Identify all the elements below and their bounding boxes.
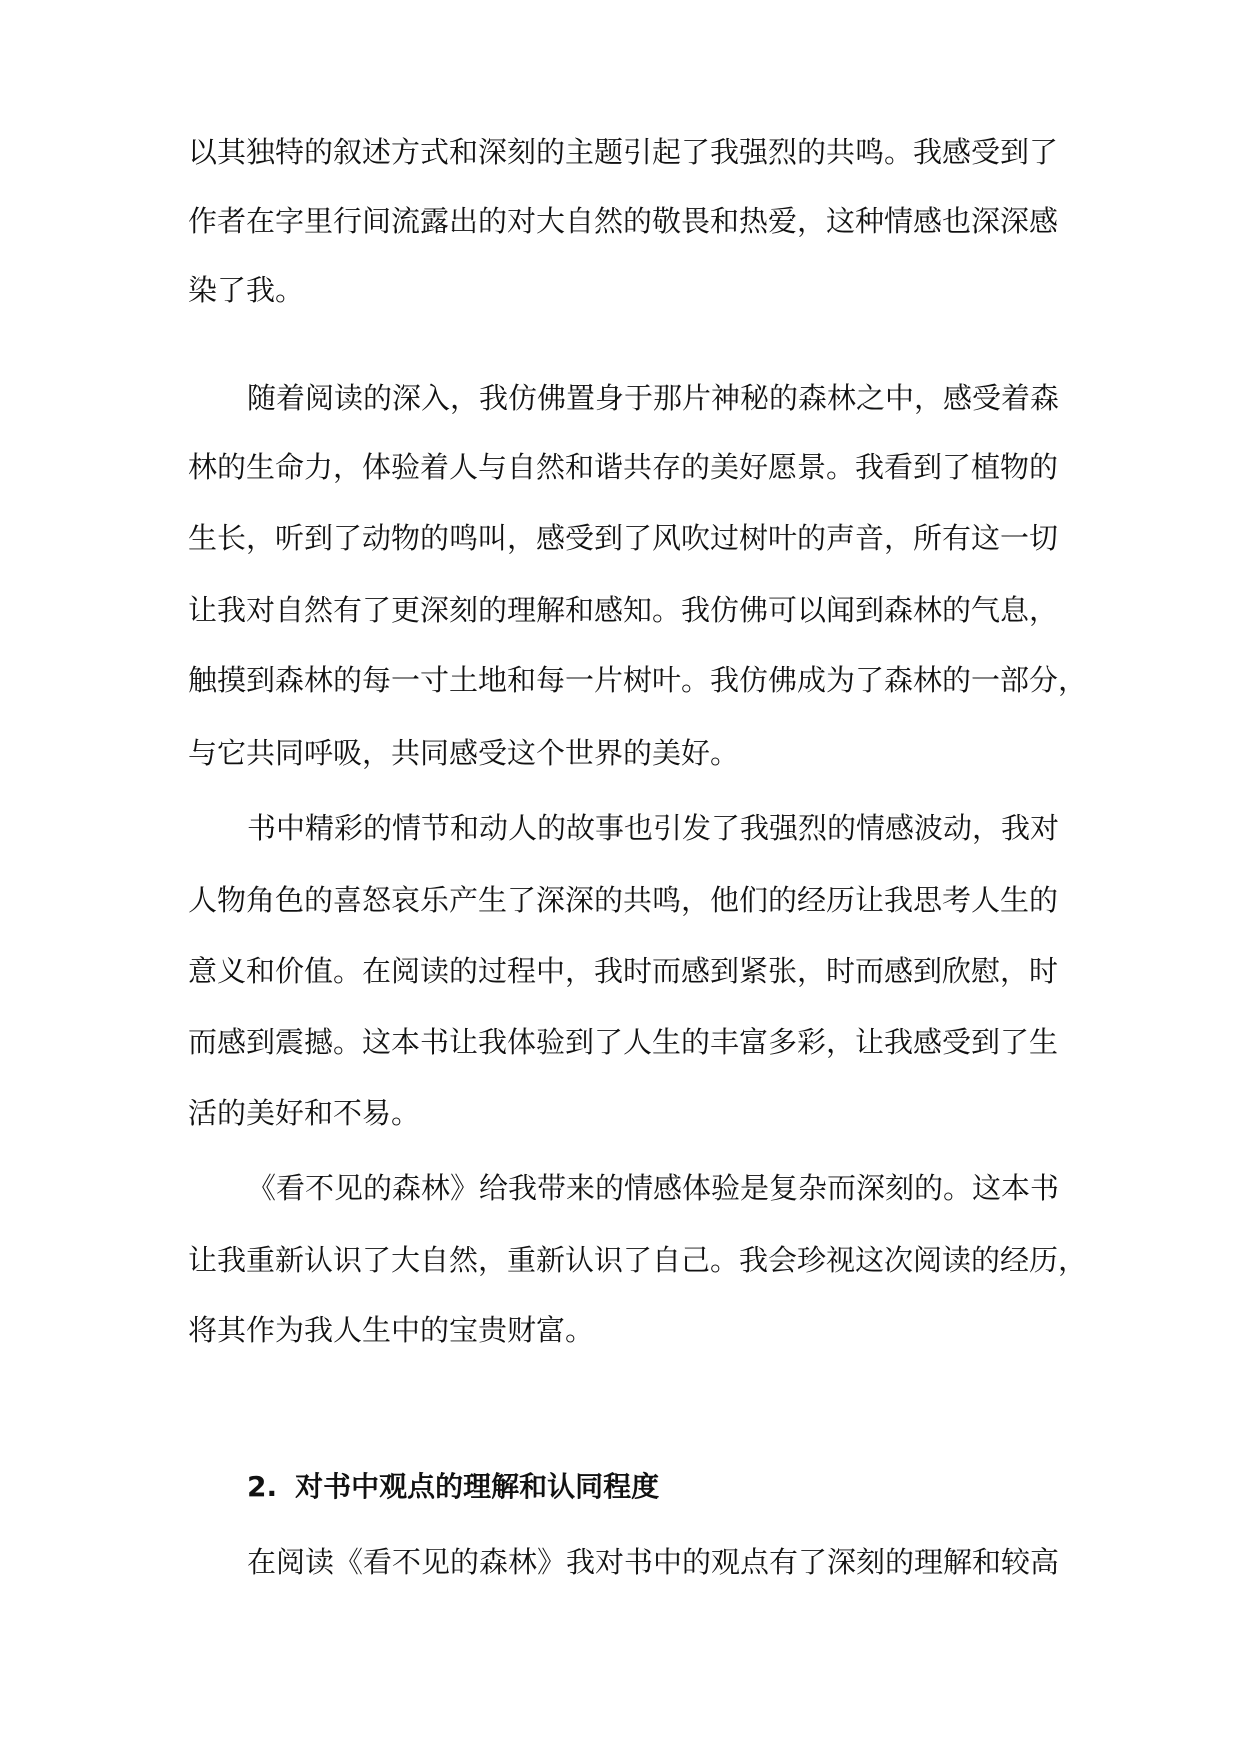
- section-heading: [247, 1467, 659, 1507]
- paragraph-3-line-2: 人物角色的喜怒哀乐产生了深深的共鸣，他们的经历让我思考人生的: [188, 883, 1059, 917]
- paragraph-1-line-3: 染了我。: [188, 273, 305, 307]
- paragraph-2-line-1: 随着阅读的深入，我仿佛置身于那片神秘的森林之中，感受着森: [247, 381, 1060, 415]
- paragraph-1-line-1: 以其独特的叙述方式和深刻的主题引起了我强烈的共鸣。我感受到了: [188, 135, 1059, 169]
- paragraph-4-line-2: 让我重新认识了大自然，重新认识了自己。我会珍视这次阅读的经历，: [188, 1243, 1088, 1277]
- paragraph-3-line-1: 书中精彩的情节和动人的故事也引发了我强烈的情感波动，我对: [247, 811, 1060, 845]
- paragraph-2-line-2: 林的生命力，体验着人与自然和谐共存的美好愿景。我看到了植物的: [188, 450, 1059, 484]
- paragraph-2-line-3: 生长，听到了动物的鸣叫，感受到了风吹过树叶的声音，所有这一切: [188, 521, 1059, 555]
- section-title: 对书中观点的理解和认同程度: [295, 1470, 660, 1503]
- paragraph-4-line-3: 将其作为我人生中的宝贵财富。: [188, 1313, 595, 1347]
- section-number: 2.: [247, 1470, 278, 1503]
- paragraph-2-line-6: 与它共同呼吸，共同感受这个世界的美好。: [188, 736, 740, 770]
- paragraph-4-line-1: 《看不见的森林》给我带来的情感体验是复杂而深刻的。这本书: [247, 1171, 1060, 1205]
- paragraph-2-line-4: 让我对自然有了更深刻的理解和感知。我仿佛可以闻到森林的气息，: [188, 593, 1059, 627]
- paragraph-3-line-5: 活的美好和不易。: [188, 1096, 421, 1130]
- paragraph-1-line-2: 作者在字里行间流露出的对大自然的敬畏和热爱，这种情感也深深感: [188, 204, 1059, 238]
- paragraph-5-line-1: 在阅读《看不见的森林》我对书中的观点有了深刻的理解和较高: [247, 1545, 1060, 1579]
- paragraph-3-line-3: 意义和价值。在阅读的过程中，我时而感到紧张，时而感到欣慰，时: [188, 954, 1059, 988]
- paragraph-3-line-4: 而感到震撼。这本书让我体验到了人生的丰富多彩，让我感受到了生: [188, 1025, 1059, 1059]
- paragraph-2-line-5: 触摸到森林的每一寸土地和每一片树叶。我仿佛成为了森林的一部分，: [188, 663, 1088, 697]
